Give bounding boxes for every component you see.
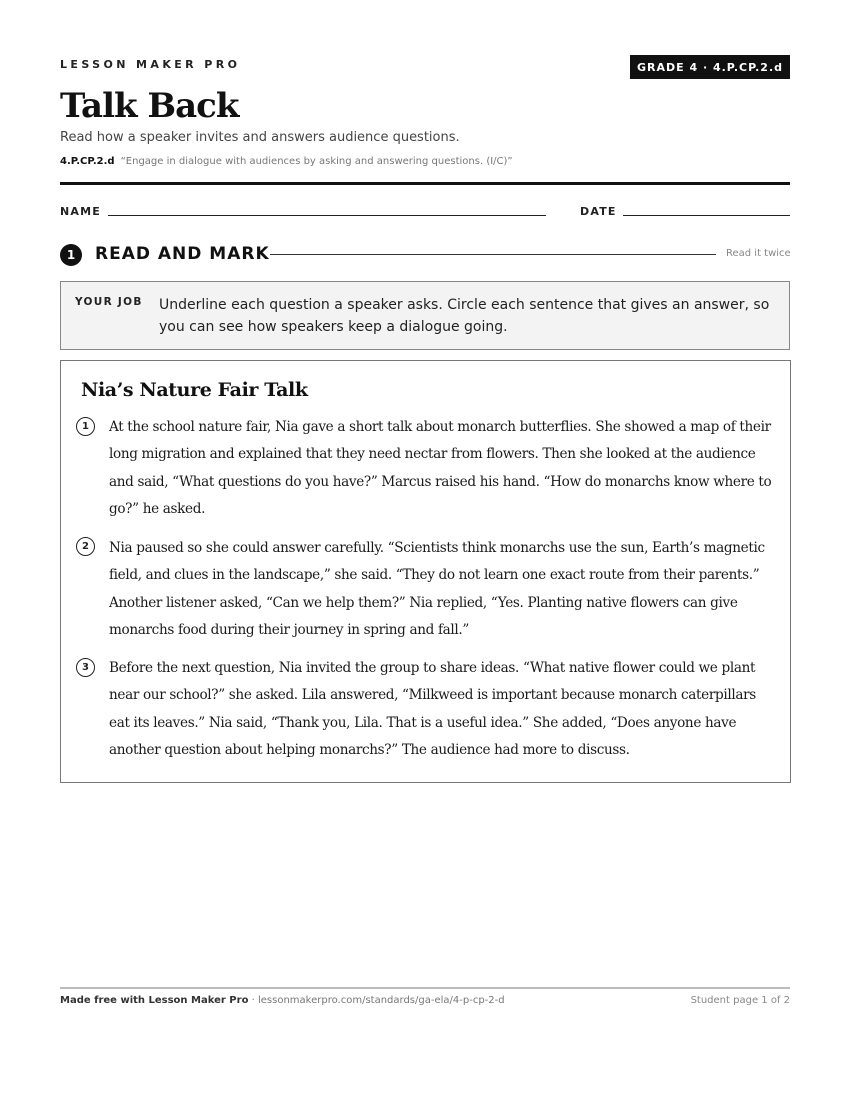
- section-divider: [270, 254, 716, 255]
- grade-badge: GRADE 4 · 4.P.CP.2.d: [630, 55, 790, 79]
- passage-title: Nia’s Nature Fair Talk: [81, 379, 308, 401]
- date-label: DATE: [580, 205, 617, 218]
- brand-name: LESSON MAKER PRO: [60, 58, 241, 71]
- section-number-badge: 1: [60, 244, 82, 266]
- paragraph-number-1: 1: [76, 417, 95, 436]
- footer-divider: [60, 987, 790, 989]
- standard-code: 4.P.CP.2.d: [60, 156, 115, 167]
- footer-made-with: Made free with Lesson Maker Pro: [60, 995, 249, 1006]
- standard-text: “Engage in dialogue with audiences by asking and answering questions. (I/C)”: [120, 156, 513, 167]
- standard-line: [60, 156, 513, 167]
- reading-passage: [60, 360, 791, 783]
- name-label: NAME: [60, 205, 101, 218]
- date-field[interactable]: [623, 215, 790, 216]
- footer-url[interactable]: · lessonmakerpro.com/standards/ga-ela/4-p-cp-2-d: [251, 995, 505, 1006]
- name-field[interactable]: [108, 215, 546, 216]
- instructions-text: Underline each question a speaker asks. Circle each sentence that gives an answer, so you can see how speakers keep a dialogue going.: [159, 297, 770, 335]
- page-title: Talk Back: [60, 86, 239, 126]
- paragraph-1: At the school nature fair, Nia gave a short talk about monarch butterflies. She showed a map of their long migration and explained that they need nectar from flowers. Then she looked at the audience and said, “What questions do you have?” Marcus raised his hand. “How do monarchs know where to go?” he asked.: [109, 419, 772, 517]
- footer-credit: [60, 995, 505, 1006]
- instructions-box: [60, 281, 790, 350]
- footer-page-number: Student page 1 of 2: [690, 995, 790, 1006]
- paragraph-2: Nia paused so she could answer carefully. “Scientists think monarchs use the sun, Earth’s magnetic field, and clues in the landscape,” she said. “They do not learn one exact route from their parents.” Another listener asked, “Can we help them?” Nia replied, “Yes. Planting native flowers can give monarchs food during their journey in spring and fall.”: [109, 540, 765, 638]
- section-title: READ AND MARK: [95, 244, 270, 264]
- paragraph-number-2: 2: [76, 537, 95, 556]
- paragraph-3: Before the next question, Nia invited the group to share ideas. “What native flower could we plant near our school?” she asked. Lila answered, “Milkweed is important because monarch caterpillars eat its leaves.” Nia said, “Thank you, Lila. That is a useful idea.” She added, “Does anyone have another question about helping monarchs?” The audience had more to discuss.: [109, 660, 756, 758]
- header-divider: [60, 182, 790, 185]
- page-subtitle: Read how a speaker invites and answers audience questions.: [60, 130, 460, 145]
- instructions-label: YOUR JOB: [75, 296, 143, 308]
- paragraph-number-3: 3: [76, 658, 95, 677]
- section-note: Read it twice: [726, 248, 791, 259]
